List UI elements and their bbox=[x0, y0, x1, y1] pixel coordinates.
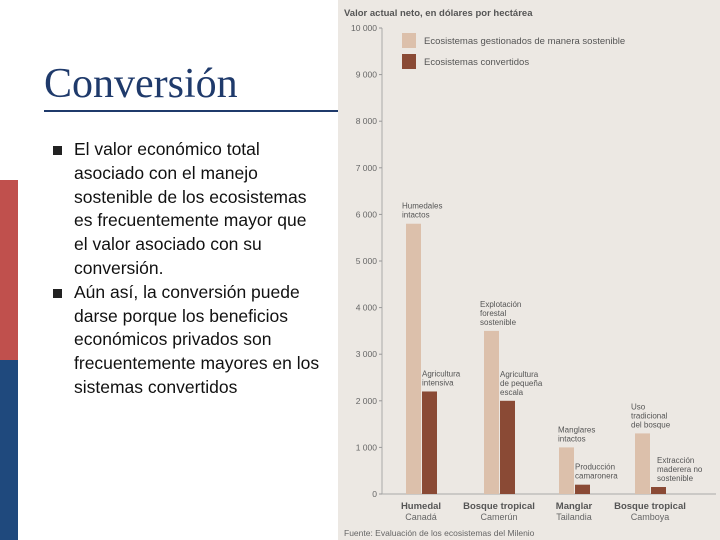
square-bullet-icon bbox=[53, 289, 62, 298]
chart-panel bbox=[338, 0, 720, 540]
bar-annotation: camaronera bbox=[575, 471, 618, 481]
x-category-country: Camerún bbox=[480, 512, 518, 522]
y-tick-label: 2 000 bbox=[355, 395, 377, 406]
y-tick-label: 3 000 bbox=[355, 349, 377, 360]
y-tick-label: 10 000 bbox=[351, 23, 377, 33]
y-tick-label: 0 bbox=[372, 489, 377, 499]
bar bbox=[575, 485, 590, 494]
y-tick-label: 4 000 bbox=[355, 302, 377, 313]
bar-annotation: Humedales bbox=[402, 201, 443, 211]
bar-annotation: escala bbox=[500, 387, 524, 397]
bullet-item bbox=[52, 138, 322, 281]
chart-title: Valor actual neto, en dólares por hectárea bbox=[344, 8, 533, 19]
bar-annotation: sostenible bbox=[480, 317, 517, 327]
bar bbox=[422, 391, 437, 494]
y-tick-label: 6 000 bbox=[355, 209, 377, 220]
bar-annotation: de pequeña bbox=[500, 378, 543, 388]
y-tick-label: 8 000 bbox=[355, 116, 377, 127]
y-tick-label: 7 000 bbox=[355, 162, 377, 173]
legend-swatch bbox=[402, 54, 416, 69]
chart-source: Fuente: Evaluación de los ecosistemas del Milenio bbox=[344, 528, 535, 538]
x-category-country: Canadá bbox=[405, 512, 437, 522]
legend-label: Ecosistemas gestionados de manera sostenible bbox=[424, 36, 626, 47]
bar-annotation: intactos bbox=[558, 434, 586, 444]
title-underline bbox=[44, 110, 342, 112]
slide-title: Conversión bbox=[44, 61, 238, 107]
bar-annotation: Extracción bbox=[657, 456, 695, 466]
x-category-country: Tailandia bbox=[556, 512, 592, 522]
x-category-label: Bosque tropical bbox=[614, 501, 686, 512]
bar bbox=[635, 433, 650, 494]
bullet-list bbox=[52, 138, 322, 400]
bullet-item bbox=[52, 281, 322, 400]
x-category-label: Bosque tropical bbox=[463, 501, 535, 512]
y-tick-label: 9 000 bbox=[355, 69, 377, 80]
legend-label: Ecosistemas convertidos bbox=[424, 57, 530, 68]
x-category-label: Humedal bbox=[400, 501, 442, 512]
bar-annotation: Agricultura bbox=[422, 369, 461, 379]
accent-bar-blue bbox=[0, 360, 18, 540]
bar bbox=[500, 401, 515, 494]
bar-annotation: intactos bbox=[402, 210, 430, 220]
bar-annotation: forestal bbox=[480, 308, 507, 318]
bar-annotation: Producción bbox=[575, 462, 616, 472]
bullet-text: El valor económico total asociado con el manejo sostenible de los ecosistemas es frecuentemente mayor que el valor asociado con su conversión. bbox=[74, 139, 307, 278]
legend-swatch bbox=[402, 33, 416, 48]
y-tick-label: 1 000 bbox=[355, 442, 377, 453]
bar bbox=[651, 487, 666, 494]
x-category-label: Manglar bbox=[555, 501, 593, 512]
bar-annotation: sostenible bbox=[657, 474, 694, 484]
square-bullet-icon bbox=[53, 146, 62, 155]
bar bbox=[484, 331, 499, 494]
bar bbox=[406, 224, 421, 494]
npv-bar-chart bbox=[338, 0, 720, 540]
bar bbox=[559, 447, 574, 494]
bar-annotation: Agricultura bbox=[500, 369, 539, 379]
bar-annotation: Uso bbox=[631, 402, 646, 412]
bar-annotation: maderera no bbox=[657, 465, 703, 475]
bar-annotation: del bosque bbox=[631, 420, 671, 430]
bullet-text: Aún así, la conversión puede darse porque los beneficios económicos privados son frecuentemente mayores en los sistemas convertidos bbox=[74, 281, 320, 397]
accent-bar-red bbox=[0, 180, 18, 360]
x-category-country: Camboya bbox=[630, 512, 670, 522]
bar-annotation: Manglares bbox=[558, 425, 596, 435]
bar-annotation: intensiva bbox=[422, 378, 454, 388]
bar-annotation: tradicional bbox=[631, 411, 668, 421]
bar-annotation: Explotación bbox=[480, 299, 522, 309]
y-tick-label: 5 000 bbox=[355, 256, 377, 266]
